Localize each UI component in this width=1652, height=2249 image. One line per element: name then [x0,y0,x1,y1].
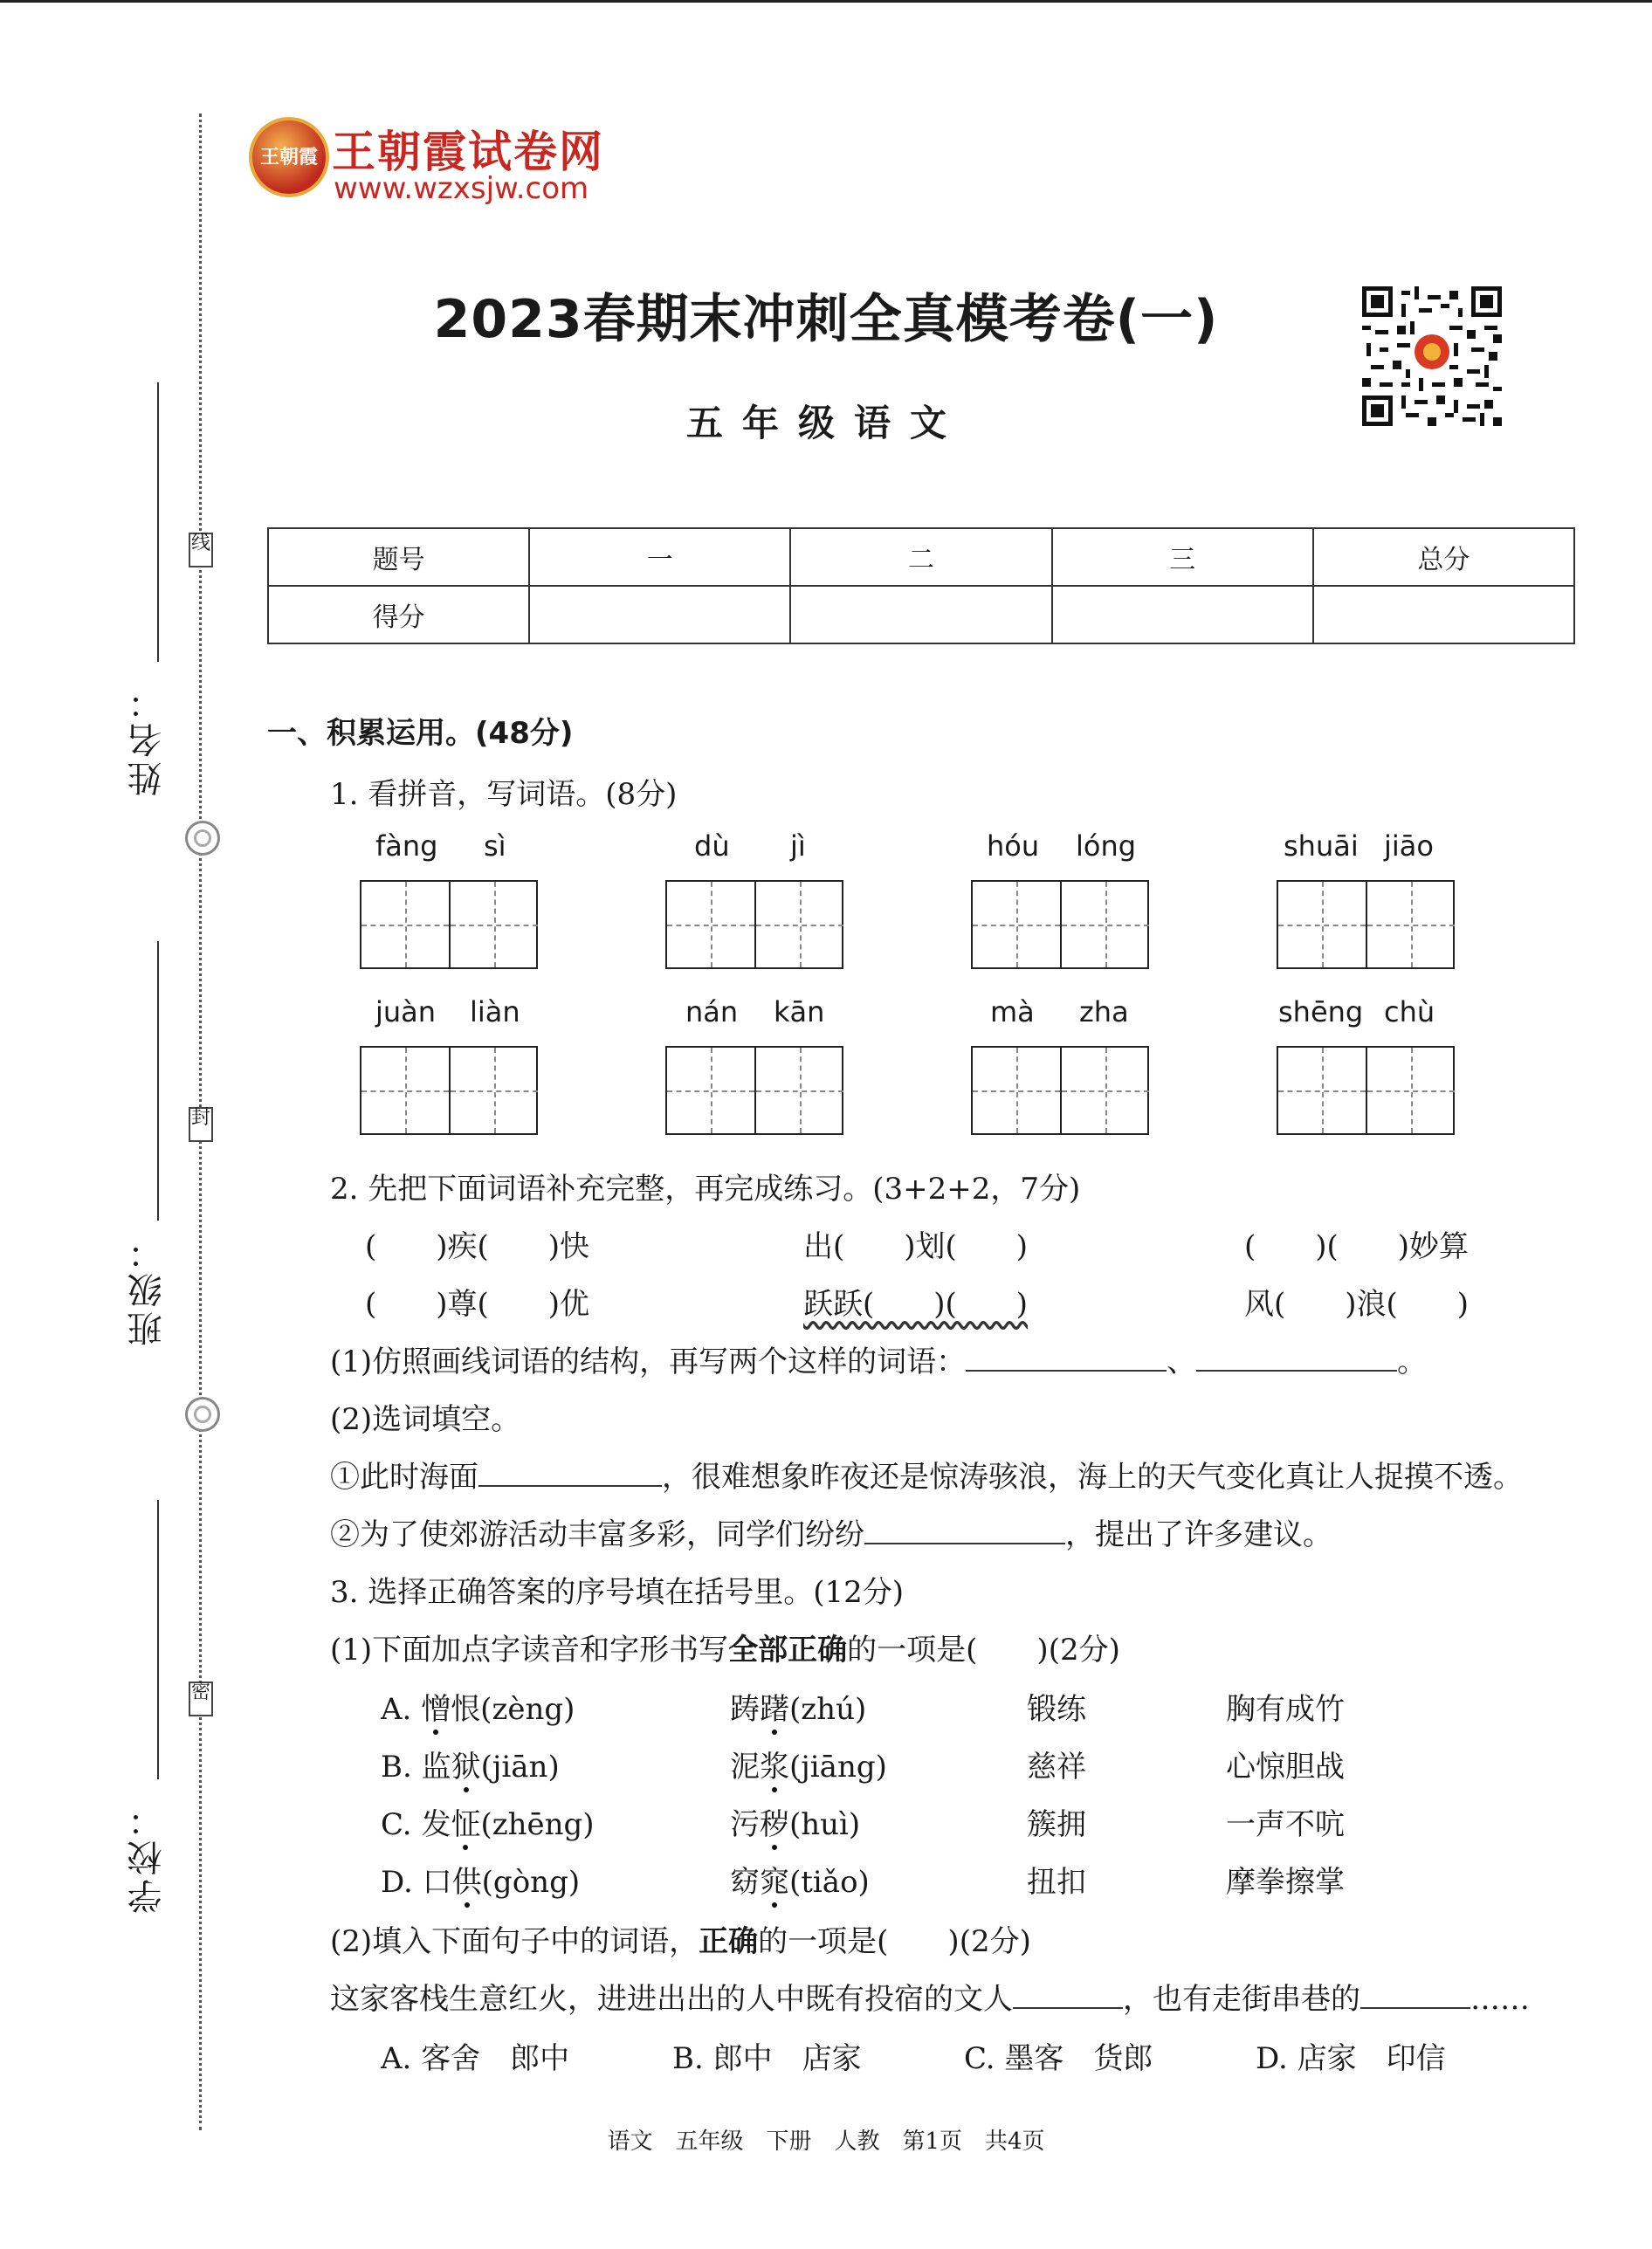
answer-blank[interactable] [478,1485,662,1487]
pinyin-syllable: mà [990,995,1035,1028]
pinyin-syllable: jì [790,829,806,863]
section-heading: 一、积累运用。(48分) [267,716,574,751]
tianzige-box[interactable] [665,880,843,969]
score-header-cell: 总分 [1313,528,1574,586]
score-row-label: 得分 [268,586,529,643]
pinyin-syllable: nán [685,995,739,1028]
option-label: A. [381,1692,412,1727]
pinyin-syllable: zha [1079,995,1129,1028]
dotted-char: 憎 [421,1685,451,1728]
option-pinyin: (huì) [789,1807,861,1842]
option-word-4: 一声不吭 [1226,1807,1345,1842]
school-field-line[interactable] [157,1500,159,1779]
class-label: 班级： [127,1231,168,1346]
option-c[interactable] [381,1800,595,1843]
option-label: C. [381,1807,412,1842]
q3-2-emphasis: 正确 [699,1924,759,1959]
name-label: 姓名： [127,681,168,796]
dotted-char: 怔 [451,1800,480,1843]
sentence-part: 这家客栈生意红火，进进出出的人中既有投宿的文人 [330,1982,1013,2017]
option-pinyin: (jiān) [480,1750,560,1785]
answer-blank[interactable] [1196,1370,1397,1372]
option-d[interactable] [381,1858,580,1901]
idiom-fill[interactable]: ( )尊( )优 [365,1287,590,1322]
option-pinyin: (jiāng) [789,1750,887,1785]
sentence-part: ，提出了许多建议。 [1065,1517,1332,1552]
q1-prompt: 1. 看拼音，写词语。(8分) [330,777,678,812]
tianzige-box[interactable] [971,1046,1149,1135]
option-word-2 [730,1685,866,1728]
score-input-cell[interactable] [1313,586,1574,643]
option-char: 污 [730,1807,760,1842]
option-word-2 [730,1800,860,1843]
idiom-fill[interactable]: 风( )浪( ) [1244,1287,1470,1322]
q3-1-emphasis: 全部正确 [728,1633,848,1668]
qr-code-icon[interactable] [1362,286,1502,426]
option-char: 发 [421,1807,451,1842]
option-a[interactable] [381,1685,575,1728]
option-word-3: 扭扣 [1027,1865,1086,1900]
q3-1-text: (1)下面加点字读音和字形书写 [330,1633,729,1668]
tianzige-box[interactable] [360,1046,538,1135]
separator: 、 [1167,1345,1197,1379]
pinyin-syllable: juàn [375,995,437,1028]
answer-blank[interactable] [864,1543,1065,1544]
option-word-3: 簇拥 [1027,1807,1086,1842]
pinyin-syllable: fàng [375,829,438,863]
option-b[interactable] [381,1743,560,1785]
score-header-cell: 题号 [268,528,529,586]
tianzige-box[interactable] [665,1046,843,1135]
score-header-cell: 三 [1052,528,1313,586]
dotted-char: 浆 [760,1743,789,1785]
q3-1-text[interactable]: 的一项是( )(2分) [847,1633,1120,1668]
option-char: 踌 [730,1692,760,1727]
seal-mark-mi: 密 [189,1682,213,1716]
score-table [267,527,1575,644]
choice-a[interactable]: A. 客舍 郎中 [381,2041,570,2076]
seal-mark-xian: 线 [189,533,213,567]
q3-2-text[interactable]: 的一项是( )(2分) [758,1924,1031,1959]
option-word-2 [730,1743,887,1785]
top-border [0,0,1652,3]
option-word: 恨(zèng) [451,1692,575,1727]
sentence-part: ，很难想象昨夜还是惊涛骇浪，海上的天气变化真让人捉摸不透。 [662,1460,1523,1495]
q2-sub1: (1)仿照画线词语的结构，再写两个这样的词语： [330,1345,967,1379]
exam-title: 2023春期末冲刺全真模考卷(一) [433,289,1219,350]
pinyin-syllable: liàn [470,995,520,1028]
tianzige-box[interactable] [1277,1046,1455,1135]
answer-blank[interactable] [1360,2007,1470,2009]
pinyin-syllable: dù [694,829,730,863]
option-pinyin: (zhú) [789,1692,867,1727]
dotted-char: 供 [452,1858,482,1901]
class-field-line[interactable] [157,941,159,1221]
binding-hole-icon [185,1397,220,1432]
idiom-fill[interactable]: 出( )划( ) [803,1229,1029,1264]
option-label: B. [381,1750,412,1785]
pinyin-syllable: lóng [1076,829,1137,863]
tianzige-box[interactable] [971,880,1149,969]
exam-subtitle: 五年级语文 [685,402,966,444]
option-char: 监 [421,1750,451,1785]
option-word-4: 心惊胆战 [1226,1750,1345,1785]
sentence-part: ，也有走街串巷的 [1123,1982,1360,2017]
pinyin-syllable: kān [774,995,825,1028]
option-char: 口 [422,1865,452,1900]
option-pinyin: (tiǎo) [789,1865,870,1900]
q2-prompt: 2. 先把下面词语补充完整，再完成练习。(3+2+2，7分) [330,1172,1081,1207]
school-label: 学校： [127,1799,168,1914]
tianzige-box[interactable] [360,880,538,969]
sentence-part: ①此时海面 [330,1460,478,1495]
idiom-fill[interactable]: ( )( )妙算 [1244,1229,1470,1264]
option-char: 泥 [730,1750,760,1785]
choice-d[interactable]: D. 店家 印信 [1256,2041,1446,2076]
option-char: 窈 [730,1865,760,1900]
choice-c[interactable]: C. 墨客 货郎 [964,2041,1153,2076]
dotted-char: 狱 [451,1743,481,1785]
option-pinyin: (gòng) [481,1865,581,1900]
dotted-char: 躇 [760,1685,789,1728]
option-label: D. [381,1865,413,1900]
pinyin-syllable: shuāi [1284,829,1359,863]
pinyin-syllable: chù [1384,995,1435,1028]
answer-blank[interactable] [966,1370,1167,1372]
choice-b[interactable]: B. 郎中 店家 [672,2041,862,2076]
option-word-3: 锻练 [1027,1692,1086,1727]
option-word-4: 摩拳擦掌 [1226,1865,1345,1900]
sentence-end: 。 [1397,1345,1428,1379]
pinyin-syllable: sì [484,829,506,863]
underlined-idiom-fill[interactable]: 跃跃( )( ) [803,1287,1029,1322]
pinyin-syllable: shēng [1278,995,1364,1028]
pinyin-syllable: jiāo [1384,829,1434,863]
seal-mark-feng: 封 [189,1107,213,1142]
logo-badge-icon: 王朝霞 [249,117,329,197]
binding-hole-icon [185,821,220,856]
option-word-3: 慈祥 [1027,1750,1086,1785]
option-pinyin: (zhēng) [480,1807,595,1842]
logo-title: 王朝霞试卷网 [332,127,604,177]
q3-2-text: (2)填入下面句子中的词语， [330,1924,699,1959]
score-input-cell[interactable] [1052,586,1313,643]
option-word-2 [730,1858,870,1901]
answer-blank[interactable] [1013,2007,1123,2009]
option-word-4: 胸有成竹 [1226,1692,1345,1727]
score-header-cell: 一 [529,528,790,586]
dotted-char: 窕 [760,1858,789,1901]
q2-sub2: (2)选词填空。 [330,1402,521,1437]
tianzige-box[interactable] [1277,880,1455,969]
score-input-cell[interactable] [529,586,790,643]
score-input-cell[interactable] [790,586,1051,643]
idiom-fill[interactable]: ( )疾( )快 [365,1229,590,1264]
score-header-cell: 二 [790,528,1051,586]
sentence-part: ②为了使郊游活动丰富多彩，同学们纷纷 [330,1517,864,1552]
pinyin-syllable: hóu [987,829,1040,863]
sentence-part: …… [1470,1982,1530,2017]
page-footer: 语文 五年级 下册 人教 第1页 共4页 [607,2129,1045,2155]
logo-url[interactable]: www.wzxsjw.com [334,171,589,206]
dotted-char: 秽 [760,1800,789,1843]
q3-prompt: 3. 选择正确答案的序号填在括号里。(12分) [330,1575,905,1610]
